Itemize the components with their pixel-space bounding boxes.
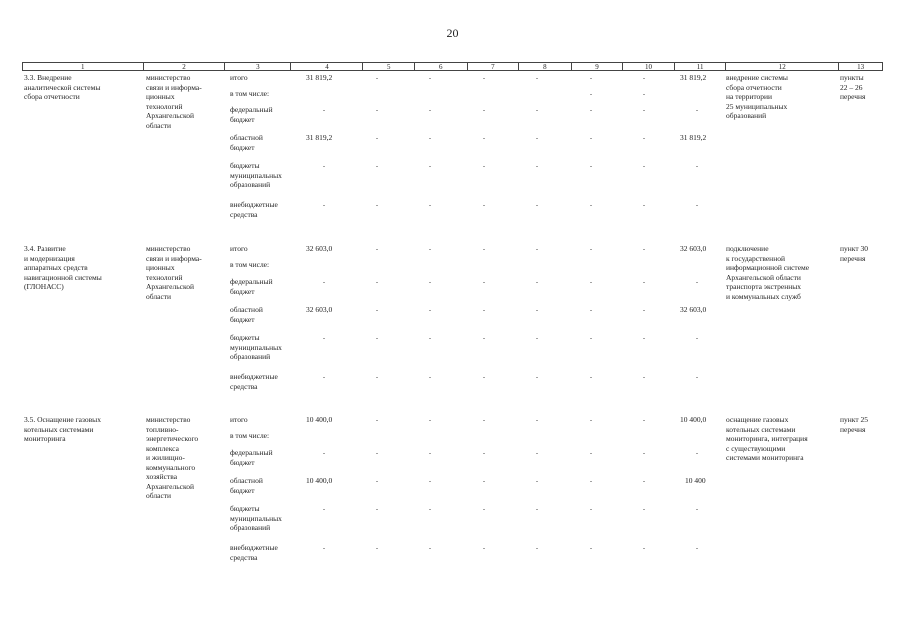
column-number: 13 (838, 63, 882, 70)
dash: - (482, 305, 486, 314)
dash: - (695, 277, 699, 286)
dash: - (482, 73, 486, 82)
regional-col11: 31 819,2 (680, 133, 707, 142)
dash: - (375, 504, 379, 513)
dash: - (375, 305, 379, 314)
dash: - (482, 133, 486, 142)
dash: - (642, 415, 646, 424)
dash: - (375, 448, 379, 457)
column-number: 5 (362, 63, 414, 70)
dash: - (428, 372, 432, 381)
row-label-federal: федеральный бюджет (230, 448, 273, 467)
reference: пункт 25 перечня (840, 415, 868, 434)
dash: - (695, 504, 699, 513)
dash: - (589, 105, 593, 114)
dash: - (535, 476, 539, 485)
dash: - (322, 161, 326, 170)
dash: - (535, 73, 539, 82)
dash: - (642, 543, 646, 552)
dash: - (322, 504, 326, 513)
dash: - (589, 89, 593, 98)
dash: - (375, 277, 379, 286)
expected-result: оснащение газовых котельных системами мониторинга, интеграция с существующими системами мониторинга (726, 415, 808, 462)
row-label-municipal: бюджеты муниципальных образований (230, 504, 282, 532)
dash: - (375, 200, 379, 209)
row-label-extra: внебюджетные средства (230, 200, 278, 219)
dash: - (482, 448, 486, 457)
expected-result: внедрение системы сбора отчетности на территории 25 муниципальных образований (726, 73, 788, 120)
dash: - (482, 200, 486, 209)
dash: - (535, 415, 539, 424)
column-number: 4 (290, 63, 362, 70)
dash: - (375, 543, 379, 552)
regional-amount: 31 819,2 (306, 133, 333, 142)
dash: - (589, 305, 593, 314)
reference: пункты 22 – 26 перечня (840, 73, 866, 101)
dash: - (482, 105, 486, 114)
dash: - (535, 543, 539, 552)
total-amount: 31 819,2 (306, 73, 333, 82)
dash: - (642, 372, 646, 381)
dash: - (428, 73, 432, 82)
dash: - (589, 543, 593, 552)
dash: - (642, 89, 646, 98)
dash: - (535, 133, 539, 142)
dash: - (535, 305, 539, 314)
dash: - (428, 161, 432, 170)
dash: - (482, 543, 486, 552)
dash: - (322, 543, 326, 552)
column-number: 1 (81, 63, 85, 71)
total-col11: 10 400,0 (680, 415, 707, 424)
dash: - (642, 448, 646, 457)
dash: - (535, 105, 539, 114)
dash: - (589, 333, 593, 342)
dash: - (589, 161, 593, 170)
dash: - (535, 372, 539, 381)
page-number: 20 (446, 26, 459, 40)
total-amount: 10 400,0 (306, 415, 333, 424)
dash: - (642, 476, 646, 485)
dash: - (428, 200, 432, 209)
dash: - (428, 244, 432, 253)
dash: - (589, 244, 593, 253)
dash: - (642, 105, 646, 114)
dash: - (642, 133, 646, 142)
dash: - (535, 161, 539, 170)
dash: - (428, 448, 432, 457)
dash: - (482, 333, 486, 342)
dash: - (589, 133, 593, 142)
dash: - (375, 476, 379, 485)
dash: - (695, 333, 699, 342)
row-label-total: итого (230, 73, 248, 82)
row-label-federal: федеральный бюджет (230, 277, 273, 296)
dash: - (589, 448, 593, 457)
regional-amount: 10 400,0 (306, 476, 333, 485)
dash: - (428, 504, 432, 513)
dash: - (428, 277, 432, 286)
column-number: 11 (674, 63, 726, 70)
dash: - (375, 333, 379, 342)
row-label-extra: внебюджетные средства (230, 543, 278, 562)
dash: - (375, 415, 379, 424)
column-number: 9 (571, 63, 623, 70)
dash: - (428, 415, 432, 424)
expected-result: подключение к государственной информационной системе Архангельской области транспорта экстренных и коммунальных служб (726, 244, 810, 301)
dash: - (322, 105, 326, 114)
dash: - (428, 133, 432, 142)
row-label-total: итого (230, 244, 248, 253)
executor: министерство связи и информа- ционных технологий Архангельской области (146, 244, 202, 301)
row-label-extra: внебюджетные средства (230, 372, 278, 391)
total-amount: 32 603,0 (306, 244, 333, 253)
regional-col11: 10 400 (685, 476, 706, 485)
dash: - (642, 305, 646, 314)
dash: - (589, 372, 593, 381)
total-col11: 31 819,2 (680, 73, 707, 82)
dash: - (482, 476, 486, 485)
dash: - (589, 73, 593, 82)
dash: - (535, 200, 539, 209)
row-label-regional: областной бюджет (230, 133, 263, 152)
dash: - (428, 543, 432, 552)
dash: - (482, 277, 486, 286)
dash: - (642, 277, 646, 286)
row-label-total: итого (230, 415, 248, 424)
column-number-header (22, 62, 883, 71)
dash: - (589, 277, 593, 286)
dash: - (322, 200, 326, 209)
row-label-municipal: бюджеты муниципальных образований (230, 161, 282, 189)
dash: - (695, 200, 699, 209)
dash: - (589, 200, 593, 209)
dash: - (322, 448, 326, 457)
row-label-regional: областной бюджет (230, 305, 263, 324)
dash: - (642, 73, 646, 82)
row-label-including: в том числе: (230, 89, 270, 98)
dash: - (535, 448, 539, 457)
row-label-including: в том числе: (230, 260, 270, 269)
dash: - (535, 333, 539, 342)
dash: - (428, 305, 432, 314)
dash: - (482, 244, 486, 253)
dash: - (642, 200, 646, 209)
dash: - (375, 133, 379, 142)
dash: - (375, 105, 379, 114)
dash: - (482, 161, 486, 170)
row-label-municipal: бюджеты муниципальных образований (230, 333, 282, 361)
dash: - (375, 161, 379, 170)
executor: министерство топливно- энергетического комплекса и жилищно- коммунального хозяйства Архангельской области (146, 415, 199, 500)
dash: - (428, 333, 432, 342)
executor: министерство связи и информа- ционных технологий Архангельской области (146, 73, 202, 130)
dash: - (375, 244, 379, 253)
column-number: 2 (143, 63, 225, 70)
dash: - (428, 476, 432, 485)
dash: - (589, 415, 593, 424)
dash: - (322, 333, 326, 342)
column-number: 12 (725, 63, 838, 70)
dash: - (535, 244, 539, 253)
dash: - (322, 277, 326, 286)
dash: - (695, 372, 699, 381)
activity-name: 3.3. Внедрение аналитической системы сбора отчетности (24, 73, 101, 101)
dash: - (322, 372, 326, 381)
regional-col11: 32 603,0 (680, 305, 707, 314)
dash: - (482, 415, 486, 424)
dash: - (642, 504, 646, 513)
dash: - (695, 543, 699, 552)
dash: - (642, 333, 646, 342)
dash: - (428, 105, 432, 114)
column-number: 8 (518, 63, 571, 70)
dash: - (695, 448, 699, 457)
activity-name: 3.5. Оснащение газовых котельных системами мониторинга (24, 415, 101, 443)
dash: - (535, 277, 539, 286)
activity-name: 3.4. Развитие и модернизация аппаратных средств навигационной системы (ГЛОНАСС) (24, 244, 102, 291)
column-number: 6 (414, 63, 467, 70)
column-number: 7 (467, 63, 519, 70)
row-label-including: в том числе: (230, 431, 270, 440)
dash: - (482, 504, 486, 513)
dash: - (482, 372, 486, 381)
dash: - (375, 73, 379, 82)
row-label-federal: федеральный бюджет (230, 105, 273, 124)
column-number: 3 (224, 63, 290, 70)
dash: - (642, 161, 646, 170)
dash: - (642, 244, 646, 253)
reference: пункт 30 перечня (840, 244, 868, 263)
dash: - (695, 105, 699, 114)
dash: - (535, 504, 539, 513)
total-col11: 32 603,0 (680, 244, 707, 253)
dash: - (589, 504, 593, 513)
dash: - (375, 372, 379, 381)
dash: - (589, 476, 593, 485)
regional-amount: 32 603,0 (306, 305, 333, 314)
row-label-regional: областной бюджет (230, 476, 263, 495)
column-number: 10 (622, 63, 674, 70)
dash: - (695, 161, 699, 170)
